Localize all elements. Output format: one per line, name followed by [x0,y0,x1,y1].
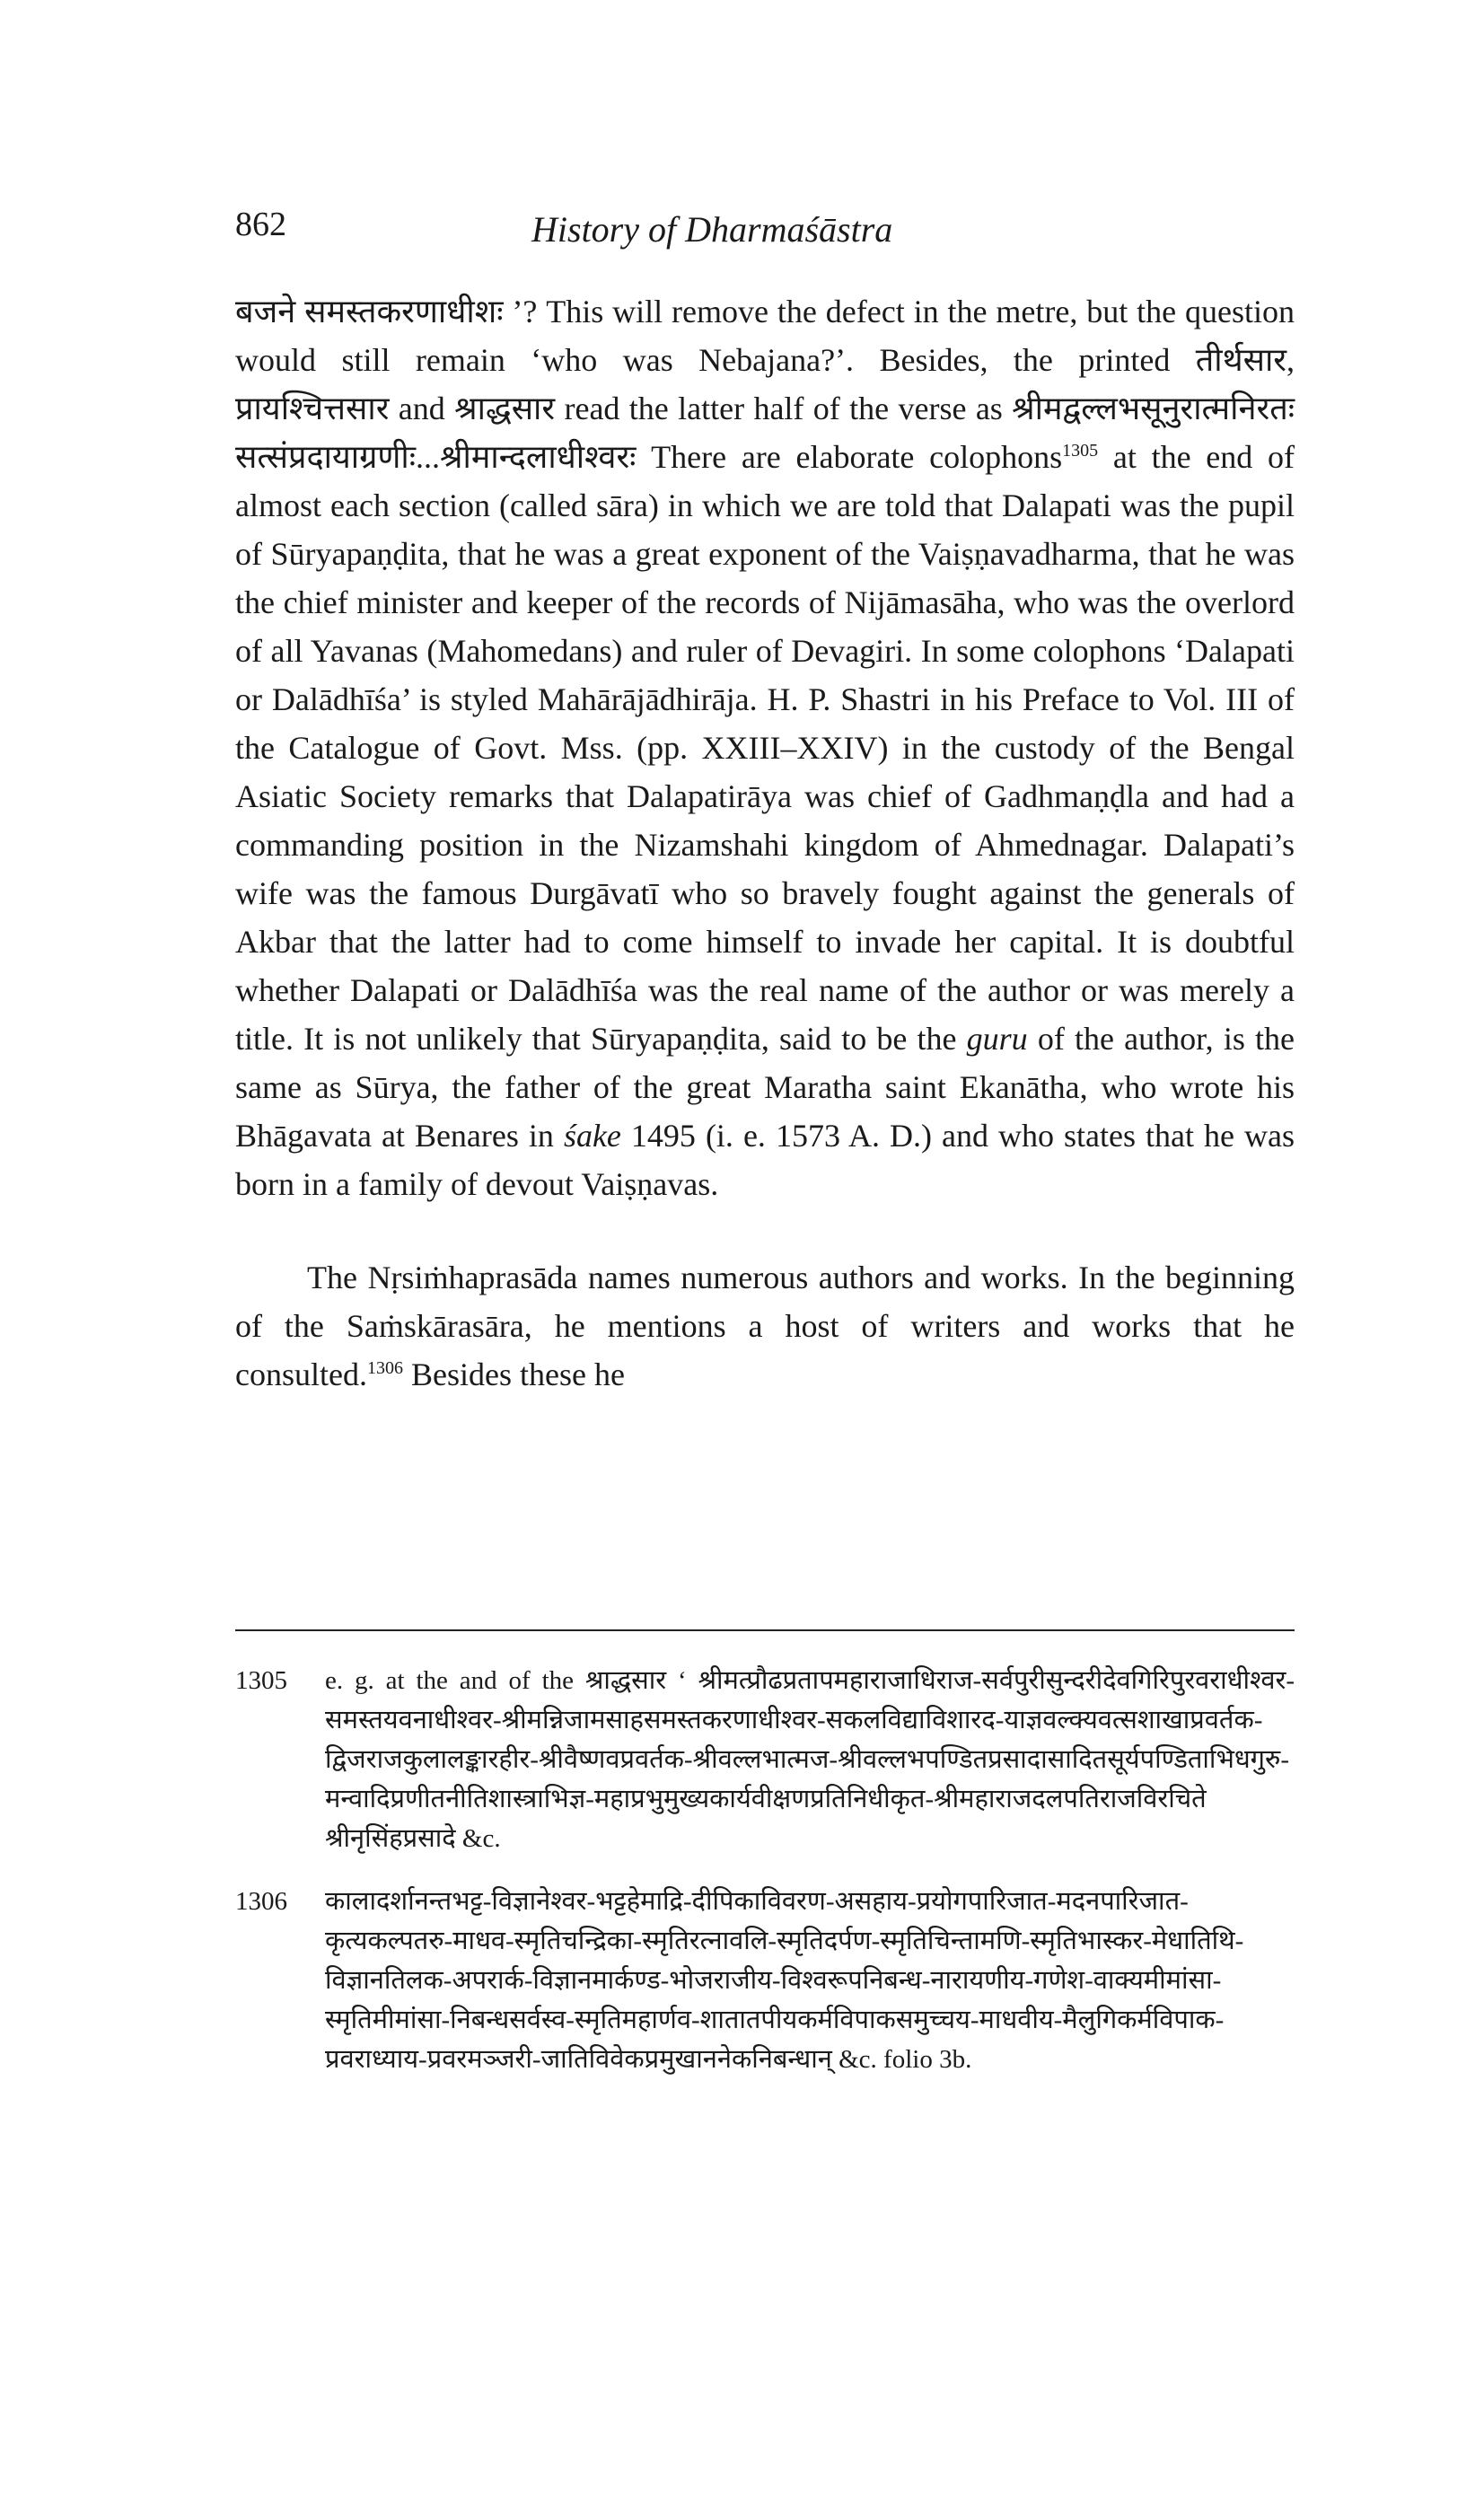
para1-text-a: बजने समस्तकरणाधीशः ’? This will remove the defect in the metre, but the question would still remain ‘who was Nebajana?’. Besides, the printed तीर्थसार, प्रायश्चित्तसार and श्राद्धसार read the latter half of the verse as श्रीमद्वल्लभसूनुरात्मनिरतः सत्संप्रदायाग्रणीः...श्रीमान्दलाधीश्वरः There are elaborate colophons [235,294,1295,475]
footnote-number: 1306 [235,1887,287,1916]
main-text [235,287,1295,1399]
footnote-text: e. g. at the and of the श्राद्धसार ‘ श्रीमत्प्रौढप्रतापमहाराजाधिराज-सर्वपुरीसुन्दरीदेवगिरिपुरवराधीश्वर-समस्तयवनाधीश्वर-श्रीमन्निजामसाहसमस्तकरणाधीश्वर-सकलविद्याविशारद-याज्ञवल्क्यवत्सशाखाप्रवर्तक-द्विजराजकुलालङ्कारहीर-श्रीवैष्णवप्रवर्तक-श्रीवल्लभात्मज-श्रीवल्लभपण्डितप्रसादासादितसूर्यपण्डिताभिधगुरु-मन्वादिप्रणीतनीतिशास्त्राभिज्ञ-महाप्रभुमुख्यकार्यवीक्षणप्रतिनिधीकृत-श्रीमहाराजदलपतिराजविरचिते श्रीनृसिंहप्रसादे &c. [325,1666,1295,1853]
page-number: 862 [235,206,286,243]
para1-text-d: 1495 (i. e. 1573 A. D.) and who states that he was born in a family of devout Vaiṣṇavas. [235,1118,1295,1202]
footnote-number: 1305 [235,1666,287,1695]
para2-text-b: Besides these he [402,1356,625,1392]
running-title: History of Dharmaśāstra [531,209,893,250]
footnote-divider [235,1629,1295,1631]
paragraph-1 [235,287,1295,1208]
para1-text-c: of the author, is the same as Sūrya, the father of the great Maratha saint Ekanātha, who wrote his Bhāgavata at Benares in [235,1021,1295,1154]
footnote-ref-1305: 1305 [1062,441,1099,461]
footnote-1305 [235,1661,1295,1858]
page-header [235,205,1313,259]
footnotes [235,1661,1295,2103]
italic-sake: śake [563,1118,621,1154]
footnote-text: कालादर्शानन्तभट्ट-विज्ञानेश्वर-भट्टहेमाद्रि-दीपिकाविवरण-असहाय-प्रयोगपारिजात-मदनपारिजात-कृत्यकल्पतरु-माधव-स्मृतिचन्द्रिका-स्मृतिरत्नावलि-स्मृतिदर्पण-स्मृतिचिन्तामणि-स्मृतिभास्कर-मेधातिथि-विज्ञानतिलक-अपरार्क-विज्ञानमार्कण्ड-भोजराजीय-विश्वरूपनिबन्ध-नारायणीय-गणेश-वाक्यमीमांसा-स्मृतिमीमांसा-निबन्धसर्वस्व-स्मृतिमहार्णव-शातातपीयकर्मविपाकसमुच्चय-माधवीय-मैलुगिकर्मविपाक-प्रवराध्याय-प्रवरमञ्जरी-जातिविवेकप्रमुखाननेकनिबन्धान् &c. folio 3b. [325,1887,1244,2074]
footnote-ref-1306: 1306 [366,1358,403,1378]
para2-text-a: The Nṛsiṁhaprasāda names numerous authors and works. In the beginning of the Saṁskārasāra, he mentions a host of writers and works that he consulted. [235,1260,1295,1392]
para1-text-b: at the end of almost each section (called sāra) in which we are told that Dalapati was the pupil of Sūryapaṇḍita, that he was a great exponent of the Vaiṣṇavadharma, that he was the chief minister and keeper of the records of Nijāmasāha, who was the overlord of all Yavanas (Mahomedans) and ruler of Devagiri. In some colophons ‘Dalapati or Dalādhīśa’ is styled Mahārājādhirāja. H. P. Shastri in his Preface to Vol. III of the Catalogue of Govt. Mss. (pp. XXIII–XXIV) in the custody of the Bengal Asiatic Society remarks that Dalapatirāya was chief of Gadhmaṇḍla and had a commanding position in the Nizamshahi kingdom of Ahmednagar. Dalapati’s wife was the famous Durgāvatī who so bravely fought against the generals of Akbar that the latter had to come himself to invade her capital. It is doubtful whether Dalapati or Dalādhīśa was the real name of the author or was merely a title. It is not unlikely that Sūryapaṇḍita, said to be the [235,439,1295,1057]
paragraph-2 [235,1253,1295,1399]
footnote-1306 [235,1882,1295,2079]
italic-guru: guru [966,1021,1028,1057]
